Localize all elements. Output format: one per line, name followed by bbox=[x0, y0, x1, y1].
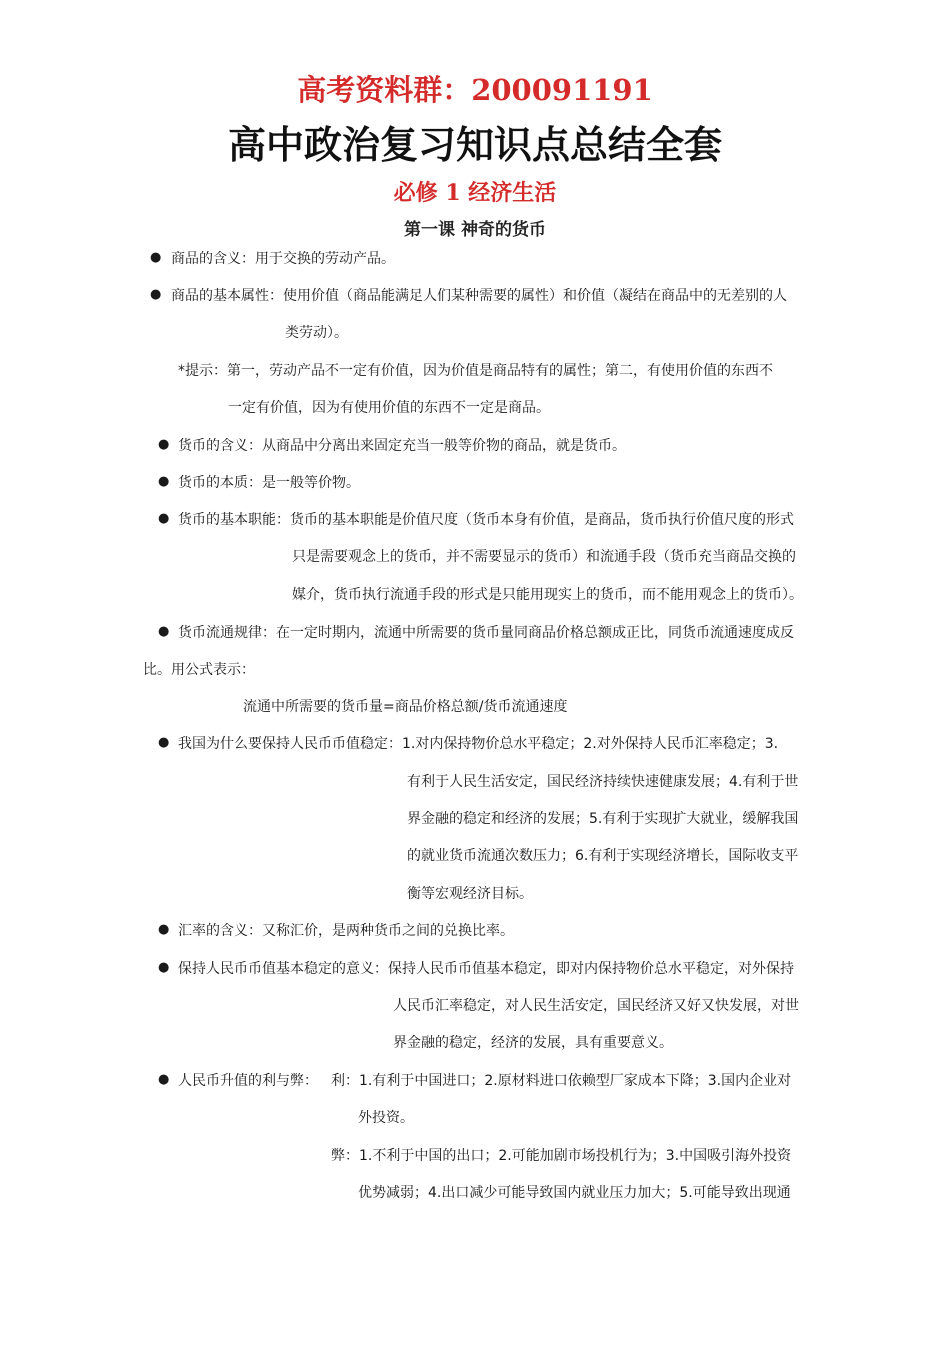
section-title: 必修 1 经济生活 bbox=[393, 180, 557, 206]
bullet-icon: ● bbox=[158, 511, 170, 526]
text-line: 一定有价值，因为有使用价值的东西不一定是商品。 bbox=[228, 400, 550, 416]
group-label: 高考资料群：200091191 bbox=[297, 73, 653, 107]
bullet-icon: ● bbox=[150, 287, 162, 302]
text-line: 货币的基本职能：货币的基本职能是价值尺度（货币本身有价值，是商品，货币执行价值尺度的形式 bbox=[178, 512, 794, 528]
text-line: 衡等宏观经济目标。 bbox=[407, 886, 533, 902]
bullet-icon: ● bbox=[158, 1072, 170, 1087]
formula-line: 流通中所需要的货币量=商品价格总额/货币流通速度 bbox=[243, 699, 568, 715]
bullet-icon: ● bbox=[158, 474, 170, 489]
bullet-icon: ● bbox=[158, 624, 170, 639]
text-line: 保持人民币币值基本稳定的意义：保持人民币币值基本稳定，即对内保持物价总水平稳定，对外保持 bbox=[178, 961, 794, 977]
text-line: 的就业货币流通次数压力；6.有利于实现经济增长，国际收支平 bbox=[407, 848, 799, 864]
bullet-icon: ● bbox=[158, 437, 170, 452]
text-line: 商品的含义：用于交换的劳动产品。 bbox=[171, 251, 395, 267]
bullet-icon: ● bbox=[158, 735, 170, 750]
bullet-icon: ● bbox=[158, 922, 170, 937]
text-line: 外投资。 bbox=[358, 1110, 414, 1126]
text-line: 界金融的稳定，经济的发展，具有重要意义。 bbox=[393, 1035, 673, 1051]
text-line: 类劳动）。 bbox=[285, 325, 348, 341]
main-title: 高中政治复习知识点总结全套 bbox=[227, 123, 722, 167]
bullet-icon: ● bbox=[158, 960, 170, 975]
text-line: 界金融的稳定和经济的发展；5.有利于实现扩大就业，缓解我国 bbox=[407, 811, 799, 827]
text-line: 有利于人民生活安定，国民经济持续快速健康发展；4.有利于世 bbox=[407, 774, 799, 790]
text-line: 弊：1.不利于中国的出口；2.可能加剧市场投机行为；3.中国吸引海外投资 bbox=[331, 1148, 792, 1164]
text-line: 货币的本质：是一般等价物。 bbox=[178, 475, 360, 491]
text-line: 人民币升值的利与弊： bbox=[178, 1073, 318, 1089]
text-line: 货币流通规律：在一定时期内，流通中所需要的货币量同商品价格总额成正比，同货币流通速度成反 bbox=[178, 625, 794, 641]
text-line: 商品的基本属性：使用价值（商品能满足人们某种需要的属性）和价值（凝结在商品中的无差别的人 bbox=[171, 288, 787, 304]
bullet-icon: ● bbox=[150, 250, 162, 265]
text-line: *提示：第一，劳动产品不一定有价值，因为价值是商品特有的属性；第二，有使用价值的东西不 bbox=[178, 363, 773, 379]
text-line: 媒介，货币执行流通手段的形式是只能用现实上的货币，而不能用观念上的货币）。 bbox=[292, 587, 803, 603]
text-line: 只是需要观念上的货币，并不需要显示的货币）和流通手段（货币充当商品交换的 bbox=[292, 549, 796, 565]
text-line: 汇率的含义：又称汇价，是两种货币之间的兑换比率。 bbox=[178, 923, 514, 939]
text-line: 利：1.有利于中国进口；2.原材料进口依赖型厂家成本下降；3.国内企业对 bbox=[331, 1073, 792, 1089]
text-line: 我国为什么要保持人民币币值稳定：1.对内保持物价总水平稳定；2.对外保持人民币汇率稳定；3. bbox=[178, 736, 779, 752]
text-line: 比。用公式表示： bbox=[143, 662, 255, 678]
text-line: 优势减弱；4.出口减少可能导致国内就业压力加大；5.可能导致出现通 bbox=[358, 1185, 791, 1201]
text-line: 货币的含义：从商品中分离出来固定充当一般等价物的商品，就是货币。 bbox=[178, 438, 626, 454]
text-line: 人民币汇率稳定，对人民生活安定，国民经济又好又快发展，对世 bbox=[393, 998, 799, 1014]
lesson-title: 第一课 神奇的货币 bbox=[404, 220, 546, 240]
